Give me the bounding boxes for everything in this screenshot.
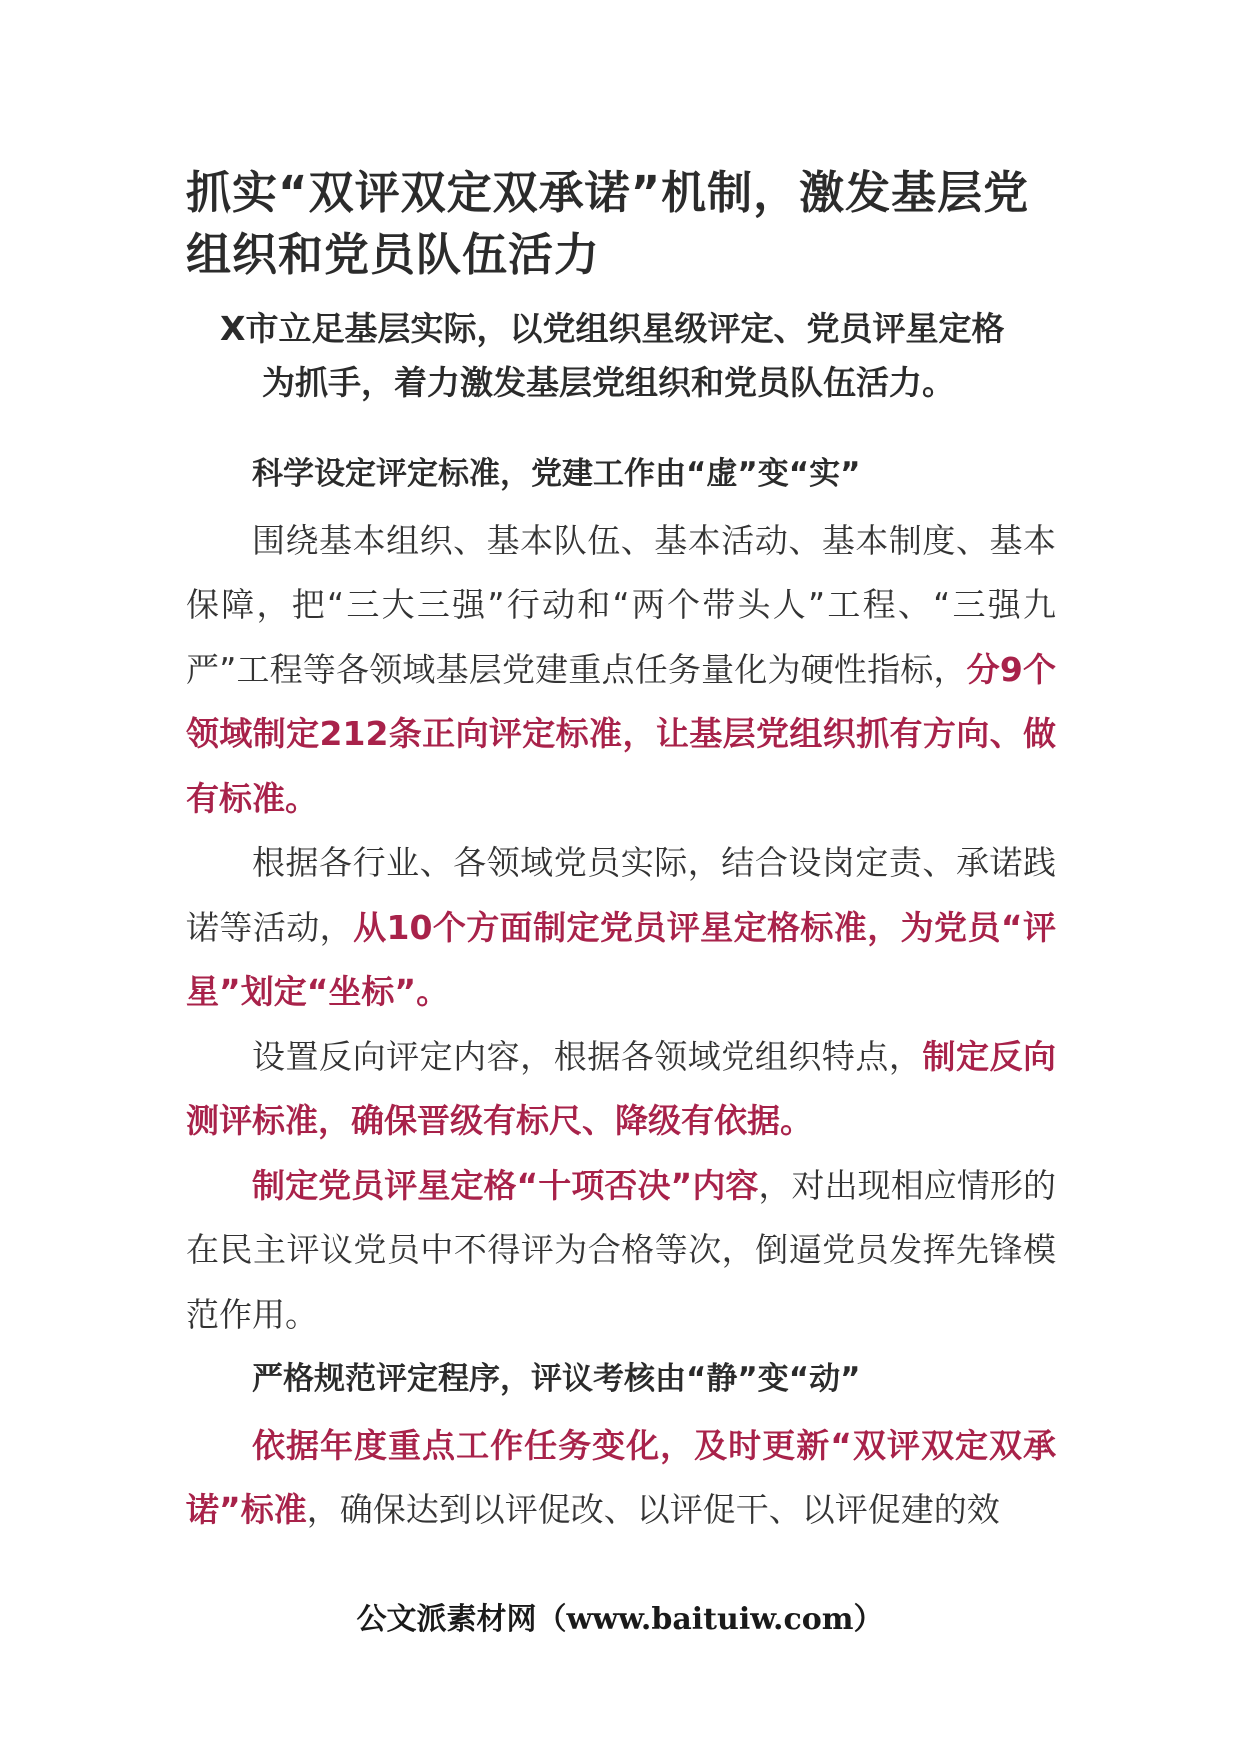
- document-title: 抓实“双评双定双承诺”机制，激发基层党组织和党员队伍活力: [186, 166, 1030, 281]
- subtitle-line-2: 为抓手，着力激发基层党组织和党员队伍活力。: [262, 363, 955, 402]
- section-heading-2: 严格规范评定程序，评议考核由“静”变“动”: [252, 1361, 861, 1397]
- paragraph-3-highlight: 制定反向测评标准，确保晋级有标尺、降级有依据。: [186, 1036, 1057, 1140]
- paragraph-5-highlight: 依据年度重点工作任务变化，及时更新“双评双定双承诺”标准: [186, 1425, 1056, 1529]
- subtitle-line-1: X市立足基层实际，以党组织星级评定、党员评星定格: [220, 309, 1005, 348]
- paragraph-4: [186, 1154, 1056, 1348]
- paragraph-3-text: 设置反向评定内容，根据各领域党组织特点，: [252, 1036, 923, 1076]
- paragraph-4-text: ，对出现相应情形的在民主评议党员中不得评为合格等次，倒逼党员发挥先锋模范作用。: [186, 1165, 1056, 1334]
- paragraph-2: [186, 831, 1056, 1025]
- document-body: [186, 442, 1056, 1543]
- paragraph-5-text: ，确保达到以评促改、以评促干、以评促建的效: [306, 1490, 1000, 1529]
- paragraph-3: [186, 1025, 1056, 1154]
- paragraph-2-highlight: 从10个方面制定党员评星定格标准，为党员“评星”划定“坐标”。: [186, 907, 1056, 1011]
- paragraph-4-highlight: 制定党员评星定格“十项否决”内容: [252, 1165, 759, 1205]
- footer-watermark: 公文派素材网（www.baituiw.com）: [356, 1602, 884, 1637]
- paragraph-5: [186, 1414, 1056, 1543]
- paragraph-1: [186, 509, 1056, 832]
- paragraph-1-text: 围绕基本组织、基本队伍、基本活动、基本制度、基本保障，把“三大三强”行动和“两个带头人”工程、“三强九严”工程等各领域基层党建重点任务量化为硬性指标，: [186, 520, 1056, 689]
- paragraph-2-text: 根据各行业、各领域党员实际，结合设岗定责、承诺践诺等活动，: [186, 843, 1056, 947]
- document-subtitle: [220, 302, 1060, 410]
- paragraph-1-highlight: 分9个领域制定212条正向评定标准，让基层党组织抓有方向、做有标准。: [186, 649, 1056, 818]
- section-heading-1: 科学设定评定标准，党建工作由“虚”变“实”: [252, 456, 861, 492]
